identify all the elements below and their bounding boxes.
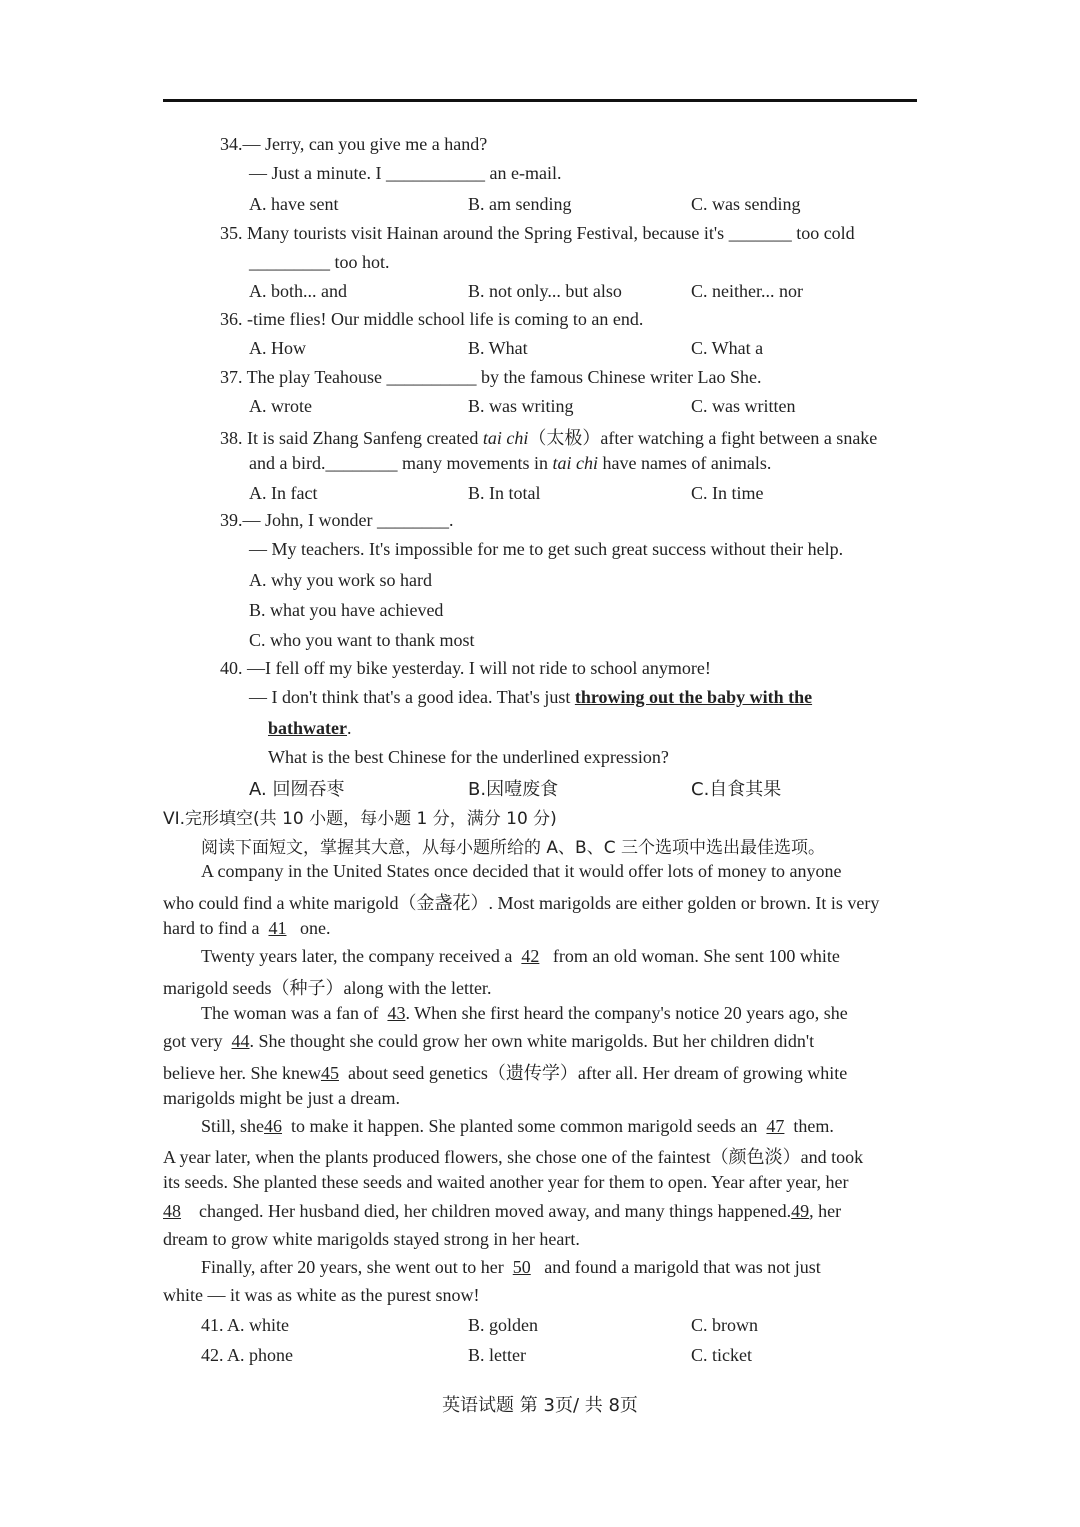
q40-reply-cont: bathwater. — [268, 718, 352, 738]
blank-41: 41 — [268, 918, 287, 938]
q38-stem-line1: 38. It is said Zhang Sanfeng created tai chi（太极）after watching a fight between a snake — [220, 428, 878, 449]
q38-option-c: C. In time — [691, 483, 764, 503]
blank-42: 42 — [521, 946, 540, 966]
passage-p4-line5: dream to grow white marigolds stayed strong in her heart. — [163, 1229, 580, 1249]
blank-44: 44 — [231, 1031, 250, 1051]
q41-option-a: 41. A. white — [201, 1315, 289, 1335]
q36-option-c: C. What a — [691, 338, 764, 358]
passage-p2-line1: Twenty years later, the company received a 42 from an old woman. She sent 100 white — [201, 946, 840, 966]
q37-stem: 37. The play Teahouse __________ by the famous Chinese writer Lao She. — [220, 367, 762, 387]
q40-stem: 40. —I fell off my bike yesterday. I will not ride to school anymore! — [220, 658, 711, 678]
q36-option-b: B. What — [468, 338, 528, 358]
q34-option-c: C. was sending — [691, 194, 801, 214]
q42-option-c: C. ticket — [691, 1345, 752, 1365]
passage-p5-line1: Finally, after 20 years, she went out to her 50 and found a marigold that was not just — [201, 1257, 821, 1277]
passage-p3-line2: got very 44. She thought she could grow her own white marigolds. But her children didn't — [163, 1031, 815, 1051]
passage-p4-line1: Still, she46 to make it happen. She planted some common marigold seeds an 47 them. — [201, 1116, 834, 1136]
blank-50: 50 — [512, 1257, 531, 1277]
q40-question: What is the best Chinese for the underlined expression? — [268, 747, 669, 767]
header-rule — [163, 99, 917, 102]
passage-p1-line2: who could find a white marigold（金盏花）. Most marigolds are either golden or brown. It is very — [163, 893, 880, 913]
q35-stem-line1: 35. Many tourists visit Hainan around the Spring Festival, because it's _______ too cold — [220, 223, 855, 243]
q35-blank-2: _________ — [249, 252, 330, 272]
section-instruction: 阅读下面短文，掌握其大意，从每小题所给的 A、B、C 三个选项中选出最佳选项。 — [201, 838, 825, 858]
page-footer: 英语试题 第 3页/ 共 8页 — [442, 1395, 638, 1416]
q34-blank: ___________ — [386, 163, 485, 183]
q37-blank: __________ — [386, 367, 477, 387]
q39-reply: — My teachers. It's impossible for me to get such great success without their help. — [249, 539, 844, 559]
q40-reply: — I don't think that's a good idea. That's just throwing out the baby with the — [249, 687, 813, 707]
q40-underlined-expression: throwing out the baby with the — [574, 687, 813, 707]
q37-option-c: C. was written — [691, 396, 796, 416]
section-title: VI.完形填空(共 10 小题，每小题 1 分，满分 10 分) — [163, 809, 557, 829]
q39-blank: ________ — [376, 510, 449, 530]
passage-p4-line2: A year later, when the plants produced flowers, she chose one of the faintest（颜色淡）and took — [163, 1147, 864, 1167]
blank-47: 47 — [766, 1116, 785, 1136]
q42-option-b: B. letter — [468, 1345, 526, 1365]
q39-option-b: B. what you have achieved — [249, 600, 444, 620]
q39-option-a: A. why you work so hard — [249, 570, 432, 590]
q40-option-b: B.因噎废食 — [468, 779, 559, 800]
q36-option-a: A. How — [249, 338, 306, 358]
passage-p3-line4: marigolds might be just a dream. — [163, 1088, 400, 1108]
q39-stem: 39.— John, I wonder ________. — [220, 510, 454, 530]
q35-option-b: B. not only... but also — [468, 281, 622, 301]
q40-option-c: C.自食其果 — [691, 779, 782, 800]
q34-option-b: B. am sending — [468, 194, 572, 214]
blank-46: 46 — [264, 1116, 283, 1136]
q34-option-a: A. have sent — [249, 194, 339, 214]
q35-blank-1: _______ — [728, 223, 792, 243]
passage-p2-line2: marigold seeds（种子）along with the letter. — [163, 978, 492, 998]
passage-p4-line4: 48 changed. Her husband died, her children moved away, and many things happened.49, her — [163, 1201, 842, 1221]
q34-reply: — Just a minute. I ___________ an e-mail. — [249, 163, 562, 183]
blank-45: 45 — [320, 1063, 339, 1083]
blank-43: 43 — [387, 1003, 406, 1023]
passage-p5-line2: white — it was as white as the purest snow! — [163, 1285, 480, 1305]
blank-49: 49 — [791, 1201, 810, 1221]
blank-48: 48 — [163, 1201, 181, 1221]
q41-option-b: B. golden — [468, 1315, 538, 1335]
passage-p1-line3: hard to find a 41 one. — [163, 918, 331, 938]
q38-stem-line2: and a bird.________ many movements in tai chi have names of animals. — [249, 453, 772, 473]
q35-stem-line2: _________ too hot. — [249, 252, 390, 272]
q38-option-a: A. In fact — [249, 483, 318, 503]
q37-option-b: B. was writing — [468, 396, 574, 416]
q41-option-c: C. brown — [691, 1315, 758, 1335]
q39-option-c: C. who you want to thank most — [249, 630, 475, 650]
q37-option-a: A. wrote — [249, 396, 312, 416]
q40-option-a: A. 回囫吞枣 — [249, 779, 345, 800]
q38-blank: ________ — [325, 453, 398, 473]
passage-p1-line1: A company in the United States once decided that it would offer lots of money to anyone — [201, 861, 842, 881]
q38-option-b: B. In total — [468, 483, 541, 503]
q35-option-a: A. both... and — [249, 281, 347, 301]
passage-p4-line3: its seeds. She planted these seeds and waited another year for them to open. Year after year, her — [163, 1172, 849, 1192]
q35-option-c: C. neither... nor — [691, 281, 803, 301]
q36-stem: 36. -time flies! Our middle school life is coming to an end. — [220, 309, 644, 329]
passage-p3-line1: The woman was a fan of 43. When she first heard the company's notice 20 years ago, she — [201, 1003, 848, 1023]
passage-p3-line3: believe her. She knew45 about seed genetics（遗传学）after all. Her dream of growing white — [163, 1063, 848, 1083]
q42-option-a: 42. A. phone — [201, 1345, 293, 1365]
q34-stem: 34.— Jerry, can you give me a hand? — [220, 134, 488, 154]
